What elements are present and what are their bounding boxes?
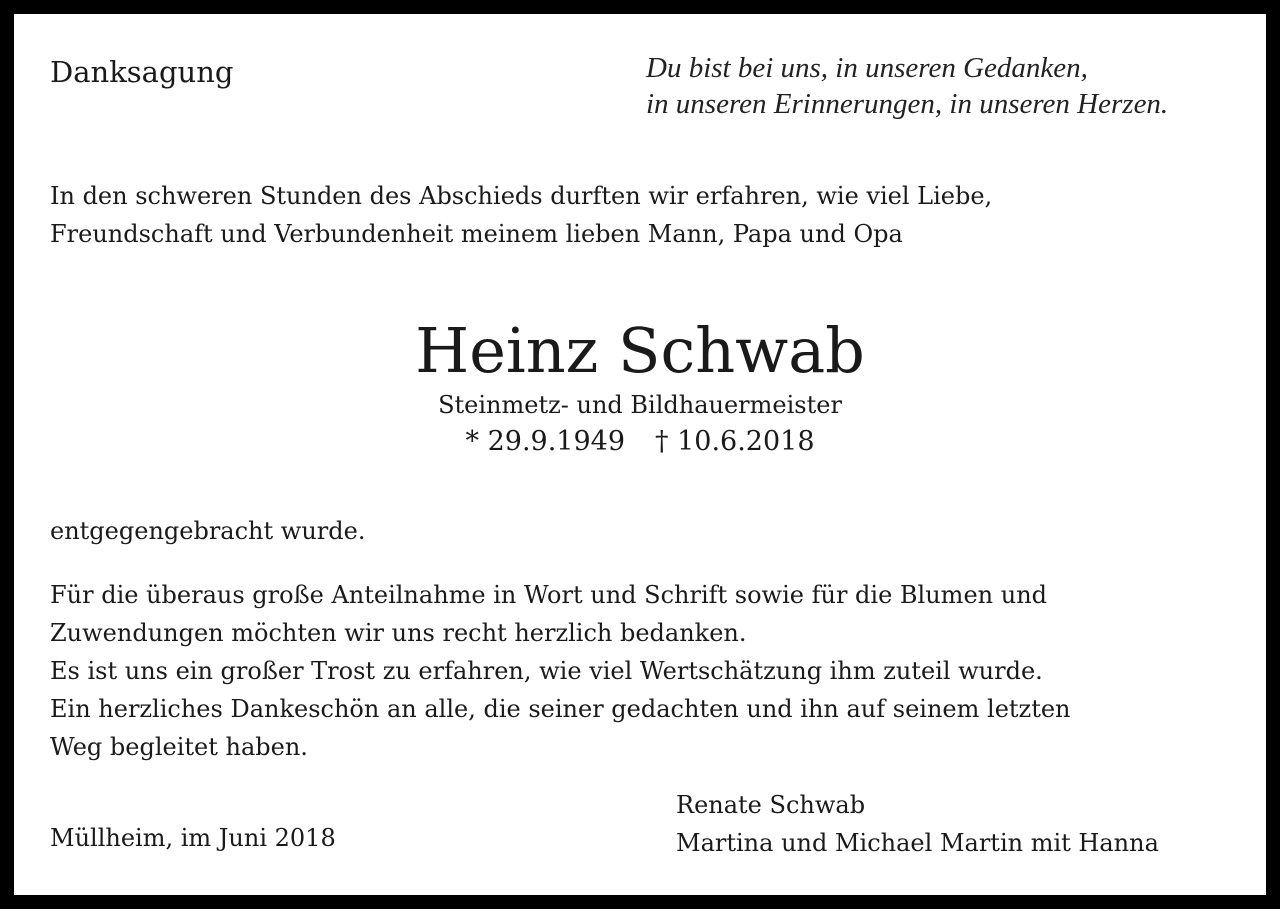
notice-heading: Danksagung	[50, 55, 234, 89]
signer: Renate Schwab	[676, 791, 866, 819]
death-date: † 10.6.2018	[655, 426, 815, 457]
continuation-text: entgegengebracht wurde.	[50, 517, 366, 545]
life-dates	[14, 422, 1266, 462]
birth-date: * 29.9.1949	[465, 426, 625, 457]
motto-line: Du bist bei uns, in unseren Gedanken,	[646, 52, 1088, 84]
deceased-name: Heinz Schwab	[415, 314, 865, 387]
memorial-motto	[646, 50, 1168, 122]
deceased-block	[14, 314, 1266, 462]
deceased-occupation: Steinmetz- und Bildhauermeister	[438, 391, 842, 419]
signers	[676, 786, 1159, 862]
thanks-line: Für die überaus große Anteilnahme in Wort und Schrift sowie für die Blumen und	[50, 581, 1048, 609]
signer: Martina und Michael Martin mit Hanna	[676, 829, 1159, 857]
intro-paragraph	[50, 177, 992, 253]
obituary-card	[14, 14, 1266, 895]
intro-line: In den schweren Stunden des Abschieds durften wir erfahren, wie viel Liebe,	[50, 182, 993, 210]
thanks-paragraph	[50, 576, 1071, 766]
motto-line: in unseren Erinnerungen, in unseren Herzen.	[646, 88, 1169, 120]
intro-line: Freundschaft und Verbundenheit meinem lieben Mann, Papa und Opa	[50, 220, 903, 248]
thanks-line: Es ist uns ein großer Trost zu erfahren, wie viel Wertschätzung ihm zuteil wurde.	[50, 657, 1043, 685]
place-and-date: Müllheim, im Juni 2018	[50, 824, 336, 852]
thanks-line: Ein herzliches Dankeschön an alle, die seiner gedachten und ihn auf seinem letzten	[50, 695, 1071, 723]
thanks-line: Zuwendungen möchten wir uns recht herzlich bedanken.	[50, 619, 747, 647]
thanks-line: Weg begleitet haben.	[50, 733, 308, 761]
